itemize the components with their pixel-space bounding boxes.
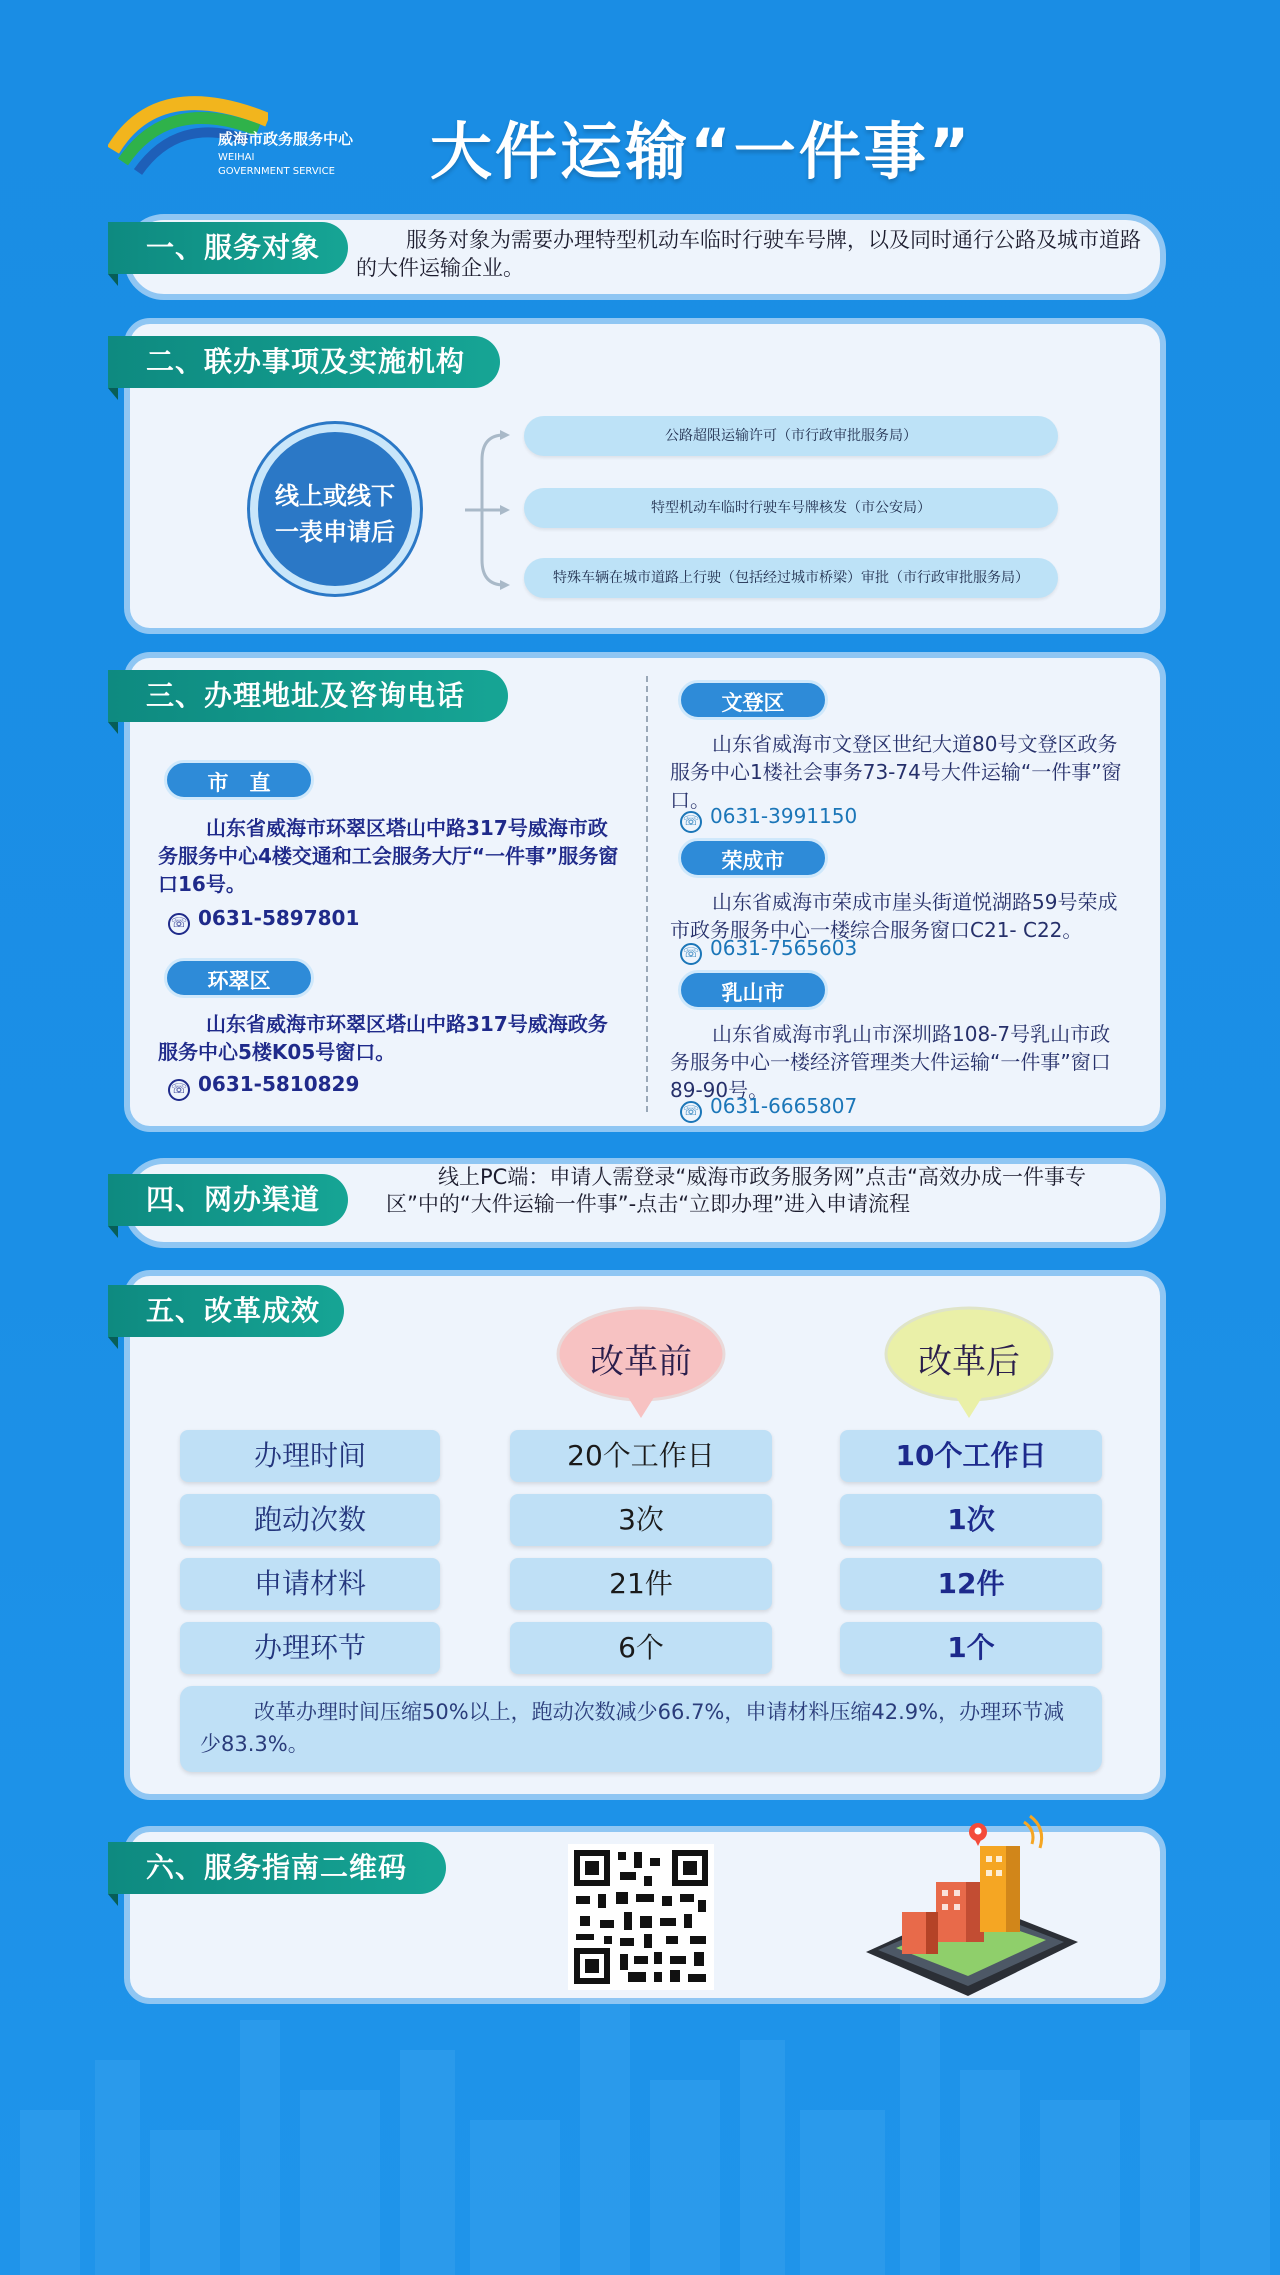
tag-qr-code: 六、服务指南二维码 [108,1842,446,1894]
row-after-materials: 12件 [840,1558,1102,1610]
district-tag-rongcheng: 荣成市 [678,838,828,878]
address-rongcheng: 山东省威海市荣成市崖头街道悦湖路59号荣成市政务服务中心一楼综合服务窗口C21- C22。 [670,890,1118,942]
column-divider [646,676,648,1112]
row-after-time: 10个工作日 [840,1430,1102,1482]
bracket-arrows [460,430,520,590]
org-name-en-1: WEIHAI [218,152,255,163]
phone-icon: ☏ [168,913,190,935]
row-after-steps: 1个 [840,1622,1102,1674]
row-before-visits: 3次 [510,1494,772,1546]
city-skyline-decoration [0,1960,1280,2275]
online-channel-text: 线上PC端：申请人需登录“威海市政务服务网”点击“高效办成一件事专区”中的“大件运输一件事”-点击“立即办理”进入申请流程 [386,1165,1086,1216]
service-target-text: 服务对象为需要办理特型机动车临时行驶车号牌，以及同时通行公路及城市道路的大件运输企业。 [356,228,1141,280]
phone-icon: ☏ [680,811,702,833]
district-tag-shizhi: 市 直 [164,760,314,800]
tag-reform-results: 五、改革成效 [108,1285,344,1337]
row-label-steps: 办理环节 [180,1622,440,1674]
row-before-steps: 6个 [510,1622,772,1674]
row-label-time: 办理时间 [180,1430,440,1482]
district-tag-huancui: 环翠区 [164,958,314,998]
tag-joint-items: 二、联办事项及实施机构 [108,336,500,388]
address-huancui: 山东省威海市环翠区塔山中路317号威海政务服务中心5楼K05号窗口。 [158,1012,608,1064]
phone-huancui: ☏ 0631-5810829 [168,1072,359,1101]
row-after-visits: 1次 [840,1494,1102,1546]
smart-city-phone-illustration [856,1812,1086,2002]
after-label: 改革后 [918,1342,1020,1382]
phone-shizhi: ☏ 0631-5897801 [168,906,359,935]
tag-address-phone: 三、办理地址及咨询电话 [108,670,508,722]
org-name-en-2: GOVERNMENT SERVICE [218,166,335,177]
joint-item-1: 公路超限运输许可（市行政审批服务局） [524,416,1058,456]
apply-circle-line1: 线上或线下 [275,482,395,510]
address-rushan: 山东省威海市乳山市深圳路108-7号乳山市政务服务中心一楼经济管理类大件运输“一件事”窗口89-90号。 [670,1022,1111,1102]
page-title: 大件运输“一件事” [430,115,973,188]
address-shizhi: 山东省威海市环翠区塔山中路317号威海市政务服务中心4楼交通和工会服务大厅“一件事”服务窗口16号。 [158,816,619,896]
phone-icon: ☏ [680,1101,702,1123]
org-name: 威海市政务服务中心 [218,130,354,148]
phone-icon: ☏ [168,1079,190,1101]
district-tag-rushan: 乳山市 [678,970,828,1010]
before-label: 改革前 [590,1342,692,1382]
phone-rongcheng: ☏ 0631-7565603 [680,936,857,965]
phone-icon: ☏ [680,943,702,965]
district-tag-wendeng: 文登区 [678,680,828,720]
row-label-materials: 申请材料 [180,1558,440,1610]
joint-item-2: 特型机动车临时行驶车号牌核发（市公安局） [524,488,1058,528]
row-before-time: 20个工作日 [510,1430,772,1482]
phone-wendeng: ☏ 0631-3991150 [680,804,857,833]
apply-circle-line2: 一表申请后 [275,518,395,546]
joint-item-3: 特殊车辆在城市道路上行驶（包括经过城市桥梁）审批（市行政审批服务局） [524,558,1058,598]
phone-rushan: ☏ 0631-6665807 [680,1094,857,1123]
tag-online-channel: 四、网办渠道 [108,1174,348,1226]
reform-summary: 改革办理时间压缩50%以上，跑动次数减少66.7%，申请材料压缩42.9%，办理环节减少83.3%。 [200,1700,1065,1756]
address-wendeng: 山东省威海市文登区世纪大道80号文登区政务服务中心1楼社会事务73-74号大件运输“一件事”窗口。 [670,732,1122,812]
qr-code-image[interactable] [568,1844,714,1990]
tag-service-target: 一、服务对象 [108,222,348,274]
row-before-materials: 21件 [510,1558,772,1610]
row-label-visits: 跑动次数 [180,1494,440,1546]
